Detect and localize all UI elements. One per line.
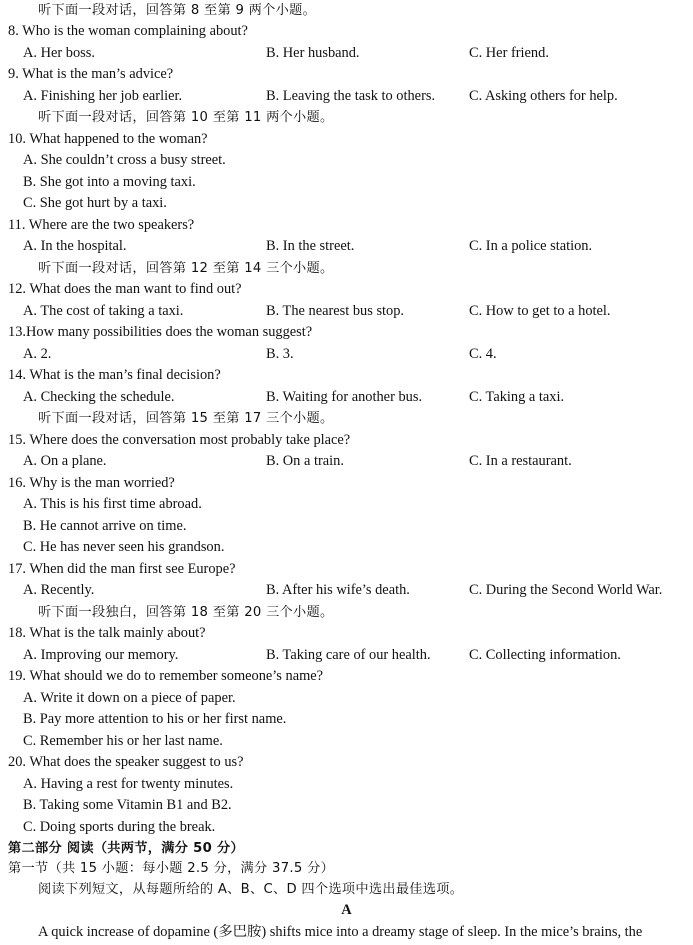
- instruction-text: 听下面一段对话，回答第 15 至第 17 三个小题。: [38, 411, 334, 426]
- question-18: [0, 623, 693, 644]
- passage-label: A: [341, 902, 352, 918]
- question-16-option-c: [0, 537, 693, 558]
- option-b: B. 3.: [266, 346, 294, 362]
- question-8-options: [0, 43, 693, 64]
- option-a: A. Checking the schedule.: [23, 389, 175, 405]
- option-c: C. During the Second World War.: [469, 582, 663, 598]
- question-text: 20. What does the speaker suggest to us?: [8, 754, 244, 770]
- question-20-option-b: [0, 795, 693, 816]
- option-a: A. Finishing her job earlier.: [23, 88, 183, 104]
- question-16: [0, 473, 693, 494]
- option-c: C. She got hurt by a taxi.: [23, 195, 167, 211]
- question-text: 12. What does the man want to find out?: [8, 281, 242, 297]
- option-a: A. On a plane.: [23, 453, 107, 469]
- option-c: C. 4.: [469, 346, 497, 362]
- question-18-options: [0, 645, 693, 666]
- option-c: C. Her friend.: [469, 45, 549, 61]
- question-14: [0, 365, 693, 386]
- section-one-heading: [0, 858, 693, 879]
- passage-a-first-line: [0, 922, 693, 943]
- option-a: A. In the hospital.: [23, 238, 127, 254]
- part-two-heading: [0, 838, 693, 859]
- question-12-options: [0, 301, 693, 322]
- question-20: [0, 752, 693, 773]
- option-c: C. Asking others for help.: [469, 88, 618, 104]
- option-c: C. He has never seen his grandson.: [23, 539, 225, 555]
- question-10-option-c: [0, 193, 693, 214]
- question-9: [0, 64, 693, 85]
- option-c: C. In a police station.: [469, 238, 593, 254]
- option-a: A. The cost of taking a taxi.: [23, 303, 184, 319]
- option-c: C. Doing sports during the break.: [23, 819, 216, 835]
- instruction-text: 听下面一段对话，回答第 10 至第 11 两个小题。: [38, 110, 334, 125]
- section-heading-text: 第一节（共 15 小题：每小题 2.5 分，满分 37.5 分）: [8, 861, 335, 876]
- instruction-text: 听下面一段独白，回答第 18 至第 20 三个小题。: [38, 605, 334, 620]
- option-c: C. Taking a taxi.: [469, 389, 565, 405]
- instruction-text: 听下面一段对话，回答第 8 至第 9 两个小题。: [38, 3, 317, 18]
- question-17-options: [0, 580, 693, 601]
- option-b: B. On a train.: [266, 453, 344, 469]
- question-19: [0, 666, 693, 687]
- question-text: 10. What happened to the woman?: [8, 131, 208, 147]
- option-b: B. Taking care of our health.: [266, 647, 431, 663]
- question-19-option-c: [0, 731, 693, 752]
- question-12: [0, 279, 693, 300]
- listening-instruction-5: [0, 602, 693, 623]
- question-13-options: [0, 344, 693, 365]
- part-heading-text: 第二部分 阅读（共两节，满分 50 分）: [8, 841, 244, 856]
- option-b: B. In the street.: [266, 238, 355, 254]
- question-9-options: [0, 86, 693, 107]
- question-text: 8. Who is the woman complaining about?: [8, 23, 248, 39]
- passage-text: A quick increase of dopamine (多巴胺) shifts mice into a dreamy stage of sleep. In the mice’s brains, the: [38, 924, 643, 940]
- listening-instruction-4: [0, 408, 693, 429]
- question-text: 9. What is the man’s advice?: [8, 66, 174, 82]
- question-19-option-a: [0, 688, 693, 709]
- question-10-option-a: [0, 150, 693, 171]
- question-text: 11. Where are the two speakers?: [8, 217, 195, 233]
- option-b: B. Taking some Vitamin B1 and B2.: [23, 797, 232, 813]
- option-b: B. Pay more attention to his or her first name.: [23, 711, 287, 727]
- question-text: 14. What is the man’s final decision?: [8, 367, 221, 383]
- listening-instruction-2: [0, 107, 693, 128]
- question-16-option-b: [0, 516, 693, 537]
- question-13: [0, 322, 693, 343]
- question-text: 13.How many possibilities does the woman suggest?: [8, 324, 313, 340]
- question-19-option-b: [0, 709, 693, 730]
- option-b: B. She got into a moving taxi.: [23, 174, 196, 190]
- passage-a-heading: [0, 900, 693, 921]
- option-a: A. Improving our memory.: [23, 647, 179, 663]
- option-a: A. This is his first time abroad.: [23, 496, 202, 512]
- option-c: C. How to get to a hotel.: [469, 303, 611, 319]
- option-a: A. Write it down on a piece of paper.: [23, 690, 236, 706]
- instruction-text: 听下面一段对话，回答第 12 至第 14 三个小题。: [38, 261, 334, 276]
- question-11: [0, 215, 693, 236]
- question-11-options: [0, 236, 693, 257]
- option-b: B. Leaving the task to others.: [266, 88, 436, 104]
- question-14-options: [0, 387, 693, 408]
- question-text: 17. When did the man first see Europe?: [8, 561, 236, 577]
- option-b: B. He cannot arrive on time.: [23, 518, 187, 534]
- option-a: A. Recently.: [23, 582, 95, 598]
- question-text: 19. What should we do to remember someone’s name?: [8, 668, 324, 684]
- option-c: C. Remember his or her last name.: [23, 733, 223, 749]
- question-15-options: [0, 451, 693, 472]
- option-b: B. The nearest bus stop.: [266, 303, 405, 319]
- instruction-text: 阅读下列短文，从每题所给的 A、B、C、D 四个选项中选出最佳选项。: [38, 882, 464, 897]
- option-b: B. Her husband.: [266, 45, 360, 61]
- question-17: [0, 559, 693, 580]
- option-a: A. She couldn’t cross a busy street.: [23, 152, 226, 168]
- question-text: 15. Where does the conversation most probably take place?: [8, 432, 351, 448]
- question-20-option-c: [0, 817, 693, 838]
- question-15: [0, 430, 693, 451]
- listening-instruction-3: [0, 258, 693, 279]
- question-10: [0, 129, 693, 150]
- question-20-option-a: [0, 774, 693, 795]
- reading-instruction: [0, 879, 693, 900]
- option-b: B. Waiting for another bus.: [266, 389, 423, 405]
- option-c: C. In a restaurant.: [469, 453, 572, 469]
- listening-instruction-1: [0, 0, 693, 21]
- option-b: B. After his wife’s death.: [266, 582, 410, 598]
- question-8: [0, 21, 693, 42]
- option-a: A. 2.: [23, 346, 52, 362]
- option-c: C. Collecting information.: [469, 647, 621, 663]
- option-a: A. Having a rest for twenty minutes.: [23, 776, 234, 792]
- option-a: A. Her boss.: [23, 45, 95, 61]
- question-16-option-a: [0, 494, 693, 515]
- question-text: 16. Why is the man worried?: [8, 475, 175, 491]
- question-text: 18. What is the talk mainly about?: [8, 625, 206, 641]
- question-10-option-b: [0, 172, 693, 193]
